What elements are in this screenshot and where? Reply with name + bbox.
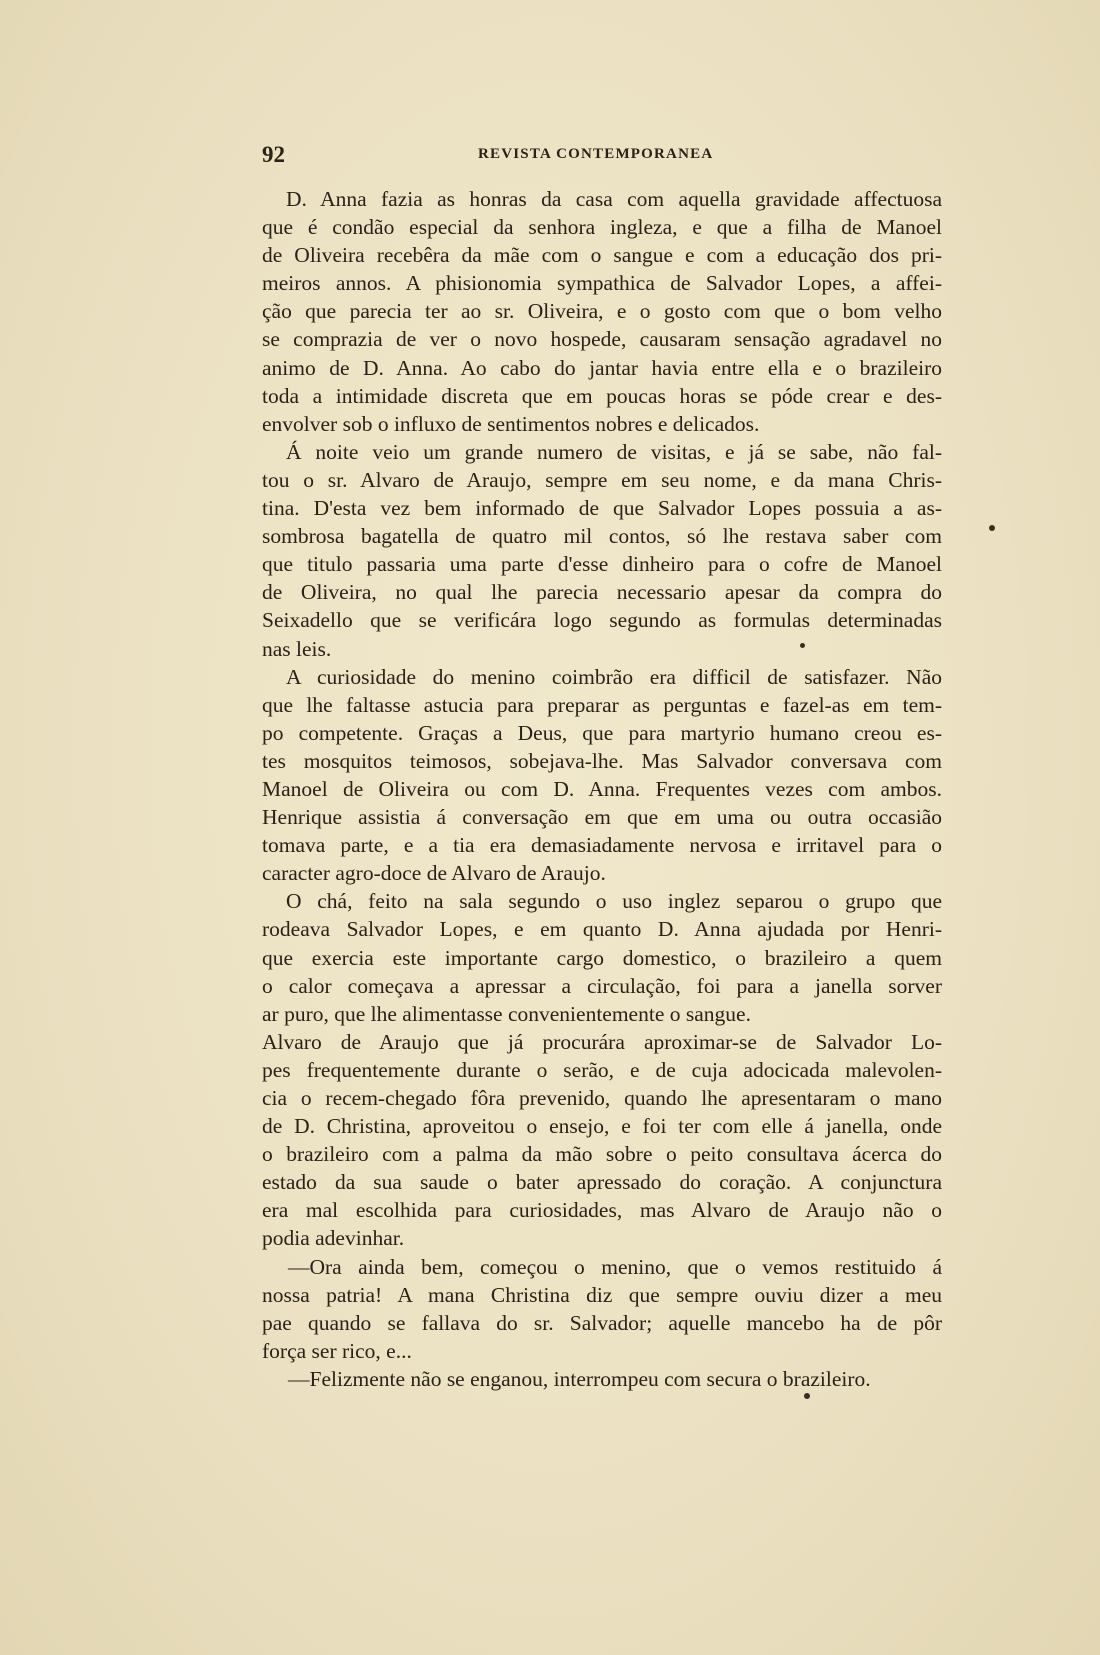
text-line: D. Anna fazia as honras da casa com aquella gravidade affectuosa: [286, 187, 942, 211]
paragraph: [262, 1253, 942, 1365]
text-line: Alvaro de Araujo que já procurára aproximar-se de Salvador Lo-: [262, 1029, 942, 1054]
paragraph: [262, 185, 942, 438]
text-line: ção que parecia ter ao sr. Oliveira, e o gosto com que o bom velho: [262, 299, 942, 324]
text-line: —Ora ainda bem, começou o menino, que o vemos restituido á: [288, 1254, 942, 1279]
text-line: o calor começava a apressar a circulação, foi para a janella sorver: [262, 973, 942, 998]
text-line: que titulo passaria uma parte d'esse dinheiro para o cofre de Manoel: [262, 552, 942, 577]
text-line: que lhe faltasse astucia para preparar as perguntas e fazel-as em tem-: [262, 692, 942, 717]
running-title: REVISTA CONTEMPORANEA: [478, 146, 714, 162]
text-line: de D. Christina, aproveitou o ensejo, e foi ter com elle á janella, onde: [262, 1114, 942, 1139]
text-line: tina. D'esta vez bem informado de que Salvador Lopes possuia a as-: [262, 496, 942, 521]
paragraph: [262, 1365, 942, 1393]
text-line: nossa patria! A mana Christina diz que sempre ouviu dizer a meu: [262, 1282, 942, 1307]
text-line: tou o sr. Alvaro de Araujo, sempre em seu nome, e da mana Chris-: [262, 467, 942, 492]
paragraph: [262, 438, 942, 663]
text-line: força ser rico, e...: [262, 1338, 412, 1363]
paragraph: [262, 663, 942, 888]
text-line: animo de D. Anna. Ao cabo do jantar havia entre ella e o brazileiro: [262, 355, 942, 380]
text-line: sombrosa bagatella de quatro mil contos, só lhe restava saber com: [262, 524, 942, 549]
paragraph: [262, 887, 942, 1027]
text-line: o brazileiro com a palma da mão sobre o peito consultava ácerca do: [262, 1142, 942, 1167]
text-line: Manoel de Oliveira ou com D. Anna. Frequentes vezes com ambos.: [262, 776, 942, 801]
text-line: ar puro, que lhe alimentasse convenientemente o sangue.: [262, 1001, 751, 1026]
text-line: A curiosidade do menino coimbrão era difficil de satisfazer. Não: [286, 664, 942, 689]
text-line: pae quando se fallava do sr. Salvador; aquelle mancebo ha de pôr: [262, 1310, 942, 1335]
text-line: podia adevinhar.: [262, 1226, 405, 1251]
text-line: envolver sob o influxo de sentimentos nobres e delicados.: [262, 411, 760, 436]
text-line: rodeava Salvador Lopes, e em quanto D. Anna ajudada por Henri-: [262, 917, 942, 942]
text-line: que é condão especial da senhora ingleza, e que a filha de Manoel: [262, 215, 942, 240]
ink-speck: [800, 643, 805, 648]
ink-speck: [804, 1393, 810, 1399]
text-line: Henrique assistia á conversação em que em uma ou outra occasião: [262, 805, 942, 830]
text-line: tomava parte, e a tia era demasiadamente nervosa e irritavel para o: [262, 833, 942, 858]
text-line: Seixadello que se verificára logo segundo as formulas determinadas: [262, 608, 942, 633]
text-line: O chá, feito na sala segundo o uso inglez separou o grupo que: [286, 889, 942, 914]
text-line: po competente. Graças a Deus, que para martyrio humano creou es-: [262, 720, 942, 745]
text-line: de Oliveira, no qual lhe parecia necessario apesar da compra do: [262, 580, 942, 605]
text-line: —Felizmente não se enganou, interrompeu com secura o brazileiro.: [288, 1366, 871, 1391]
text-line: toda a intimidade discreta que em poucas horas se póde crear e des-: [262, 383, 942, 408]
text-line: tes mosquitos teimosos, sobejava-lhe. Mas Salvador conversava com: [262, 748, 942, 773]
text-line: era mal escolhida para curiosidades, mas Alvaro de Araujo não o: [262, 1198, 942, 1223]
text-line: pes frequentemente durante o serão, e de cuja adocicada malevolen-: [262, 1057, 942, 1082]
text-line: caracter agro-doce de Alvaro de Araujo.: [262, 861, 606, 886]
text-line: Á noite veio um grande numero de visitas, e já se sabe, não fal-: [286, 439, 942, 464]
page-number: 92: [262, 142, 285, 167]
ink-speck: [989, 525, 995, 531]
text-line: meiros annos. A phisionomia sympathica de Salvador Lopes, a affei-: [262, 271, 942, 296]
text-line: de Oliveira recebêra da mãe com o sangue e com a educação dos pri-: [262, 243, 942, 268]
text-line: cia o recem-chegado fôra prevenido, quando lhe apresentaram o mano: [262, 1086, 942, 1110]
page-header: [262, 142, 712, 174]
text-line: nas leis.: [262, 636, 332, 661]
text-line: se comprazia de ver o novo hospede, causaram sensação agradavel no: [262, 327, 942, 352]
text-line: que exercia este importante cargo domestico, o brazileiro a quem: [262, 945, 942, 970]
paragraph: [262, 1028, 942, 1253]
body-text: [262, 185, 942, 1393]
text-line: estado da sua saude o bater apressado do coração. A conjunctura: [262, 1170, 942, 1195]
